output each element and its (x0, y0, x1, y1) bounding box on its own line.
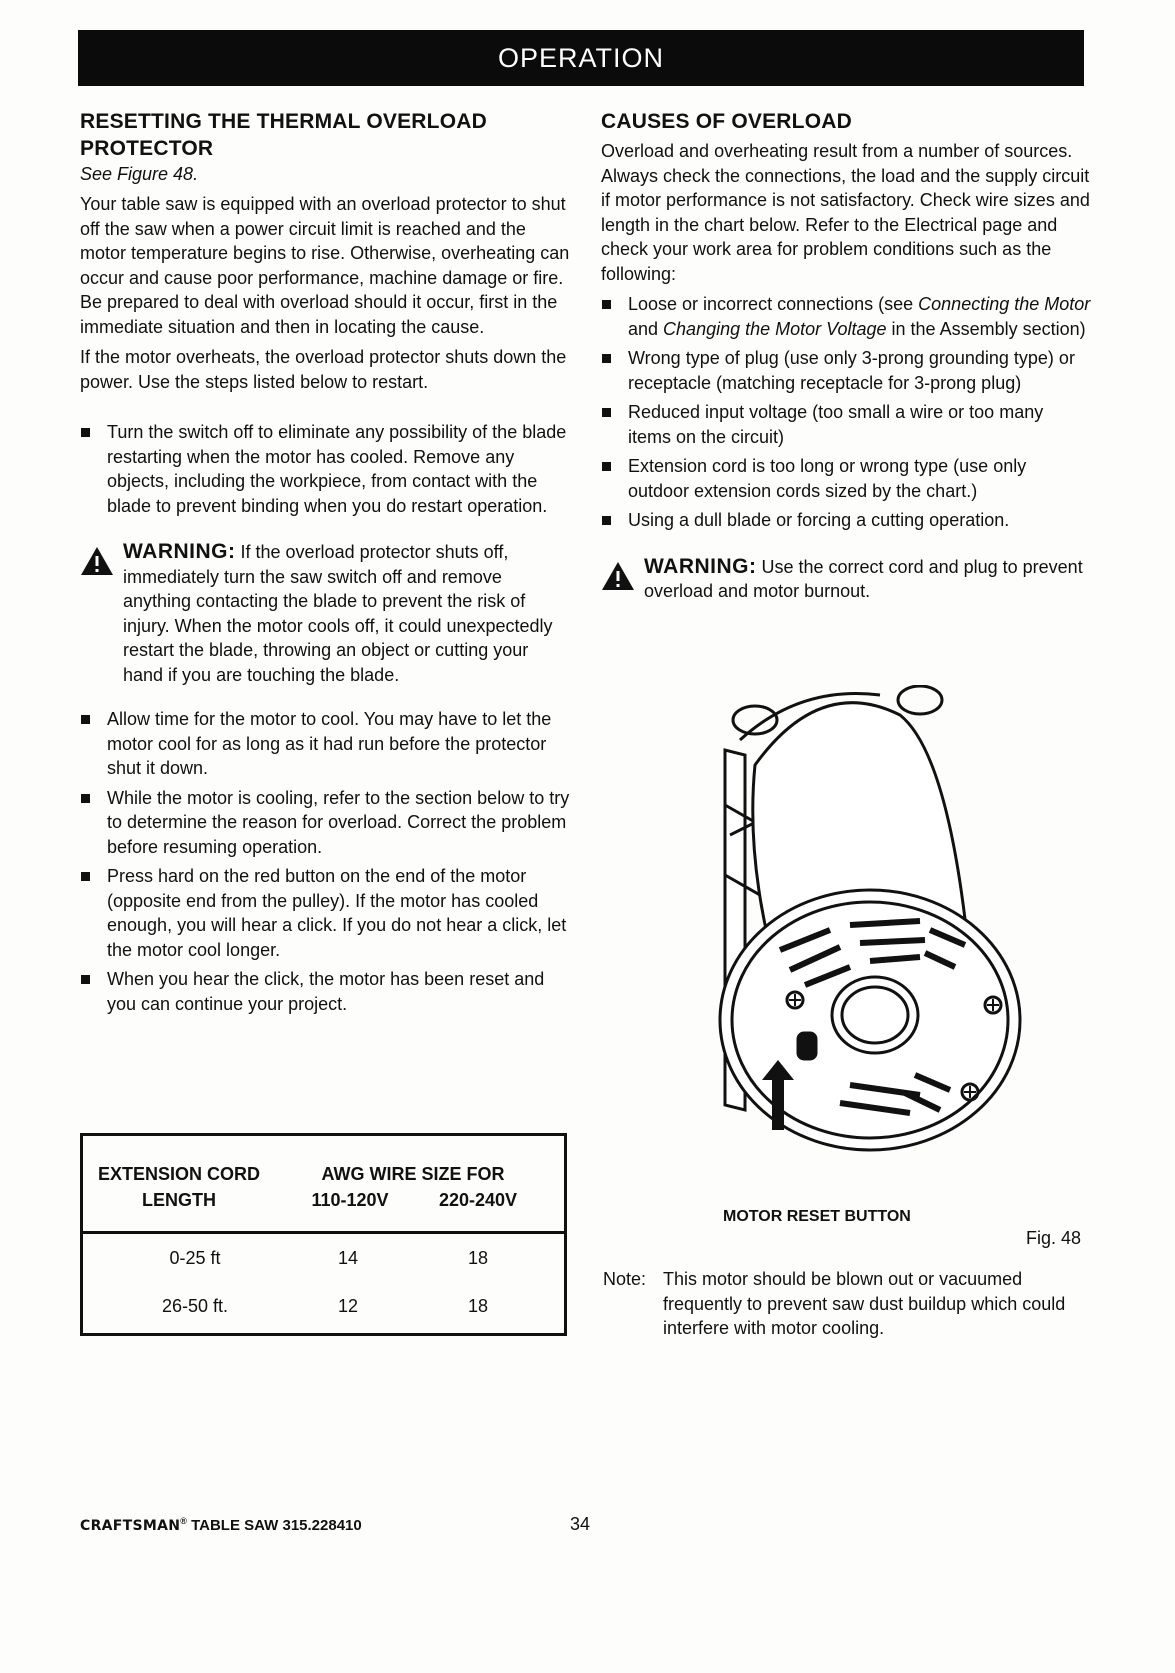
connecting-motor-ref: Connecting the Motor (918, 294, 1091, 314)
resetting-heading: RESETTING THE THERMAL OVERLOAD PROTECTOR (80, 110, 487, 160)
warning-text: If the overload protector shuts off, immediately turn the saw switch off and remove anything contacting the blade to prevent the risk of injury. When the motor cools off, it could unexpectedly restart the blade, throwing an object or cutting your hand if you are touching the blade. (123, 542, 553, 685)
right-column (601, 108, 1091, 604)
list-item: Wrong type of plug (use only 3-prong grounding type) or receptacle (matching receptacle for 3-prong plug) (601, 346, 1091, 395)
left-column (80, 108, 570, 1021)
table-header (83, 1136, 564, 1234)
restart-steps-list-a (80, 420, 570, 518)
list-item: Using a dull blade or forcing a cutting operation. (601, 508, 1091, 533)
figure-caption: MOTOR RESET BUTTON (723, 1208, 911, 1225)
restart-steps-list-b (80, 707, 570, 1016)
list-item: Reduced input voltage (too small a wire or too many items on the circuit) (601, 400, 1091, 449)
cell-110v: 14 (337, 1248, 359, 1268)
cell-length: 0-25 ft (169, 1248, 221, 1268)
list-item: Turn the switch off to eliminate any possibility of the blade restarting when the motor has cooled. Remove any objects, including the workpiece, from contact with the blade to prevent binding when you do restart operation. (80, 420, 570, 518)
changing-voltage-ref: Changing the Motor Voltage (663, 318, 887, 339)
list-item (601, 292, 1091, 341)
cell-110v: 12 (337, 1296, 359, 1316)
page-number: 34 (570, 1514, 591, 1534)
header-length-line1: EXTENSION CORD (97, 1164, 261, 1184)
list-item: When you hear the click, the motor has been reset and you can continue your project. (80, 967, 570, 1016)
note-text: This motor should be blown out or vacuumed frequently to prevent saw dust buildup which could interfere with motor cooling. (663, 1269, 1066, 1338)
bullet-text: and (628, 318, 664, 339)
warning-text: Use the correct cord and plug to prevent overload and motor burnout. (644, 556, 1083, 601)
overload-intro-paragraph: Your table saw is equipped with an overload protector to shut off the saw when a power circuit limit is reached and the motor temperature begins to rise. Otherwise, overheating can occur and cause poor performance, machine damage or fire. Be prepared to deal with overload should it occur, first in the immediate situation and then in locating the cause. (80, 194, 570, 337)
list-item: Press hard on the red button on the end of the motor (opposite end from the pulley). If the motor has cooled enough, you will hear a click. If you do not hear a click, let the motor cool longer. (80, 864, 570, 962)
bullet-text: Loose or incorrect connections (see (628, 294, 919, 314)
list-item: Allow time for the motor to cool. You may have to let the motor cool for as long as it had run before the protector shut it down. (80, 707, 570, 781)
see-figure-ref: See Figure 48. (80, 164, 199, 184)
note-label: Note: (603, 1269, 647, 1289)
causes-heading: CAUSES OF OVERLOAD (601, 110, 852, 133)
header-110v: 110-120V (311, 1190, 389, 1210)
warning-label: WARNING: (644, 554, 757, 578)
cell-220v: 18 (467, 1296, 489, 1316)
overheat-paragraph: If the motor overheats, the overload protector shuts down the power. Use the steps listed below to restart. (80, 347, 567, 392)
footer-brand-model: CRAFTSMAN® TABLE SAW 315.228410 (80, 1516, 362, 1534)
warning-triangle-icon (80, 546, 114, 576)
list-item: Extension cord is too long or wrong type (use only outdoor extension cords sized by the chart.) (601, 454, 1091, 503)
warning-block-right (601, 555, 1091, 604)
section-banner: OPERATION (78, 30, 1084, 86)
motor-illustration (700, 685, 1040, 1195)
warning-block-left (80, 540, 570, 687)
bullet-text: in the Assembly section) (886, 318, 1086, 339)
causes-paragraph: Overload and overheating result from a number of sources. Always check the connections, the load and the supply circuit if motor performance is not satisfactory. Check wire sizes and length in the chart below. Refer to the Electrical page and check your work area for problem conditions such as the following: (601, 141, 1090, 284)
motor-note (603, 1267, 1093, 1341)
header-length-line2: LENGTH (142, 1190, 216, 1210)
warning-label: WARNING: (123, 540, 236, 563)
cell-220v: 18 (467, 1248, 489, 1268)
table-row (83, 1238, 564, 1286)
extension-cord-table (80, 1133, 567, 1336)
warning-triangle-icon (601, 561, 635, 591)
header-awg: AWG WIRE SIZE FOR (321, 1164, 505, 1184)
cell-length: 26-50 ft. (161, 1296, 229, 1316)
figure-label: Fig. 48 (1026, 1228, 1082, 1248)
table-row (83, 1286, 564, 1334)
header-220v: 220-240V (438, 1190, 518, 1210)
causes-list (601, 292, 1091, 533)
brand-logo: CRAFTSMAN (80, 1518, 181, 1534)
model-text: TABLE SAW 315.228410 (191, 1517, 362, 1534)
list-item: While the motor is cooling, refer to the section below to try to determine the reason for overload. Correct the problem before resuming operation. (80, 786, 570, 860)
